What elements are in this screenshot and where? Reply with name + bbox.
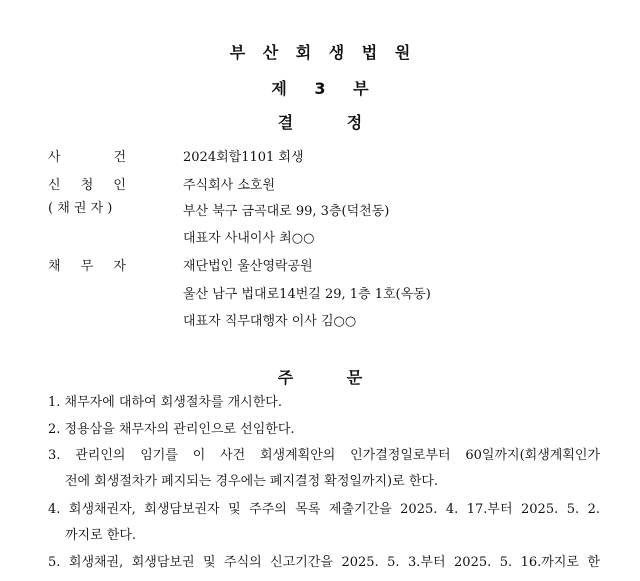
applicant-label: 신 청 인	[48, 178, 126, 193]
order-heading: 주 문	[277, 368, 363, 387]
applicant-address: 부산 북구 금곡대로 99, 3층(덕천동)	[183, 204, 390, 219]
order-item-3: 3. 관리인의 임기를 이 사건 회생계획안의 인가결정일로부터 60일까지(회생계획인가	[48, 448, 600, 463]
document-type: 결 정	[277, 113, 363, 132]
division-name: 제 3 부	[271, 79, 369, 98]
order-item-3-continued: 전에 회생절차가 폐지되는 경우에는 폐지결정 확정일까지)로 한다.	[65, 474, 439, 489]
court-name: 부 산 회 생 법 원	[229, 43, 411, 62]
debtor-representative: 대표자 직무대행자 이사 김○○	[183, 314, 357, 329]
order-item-4-continued: 까지로 한다.	[65, 528, 137, 543]
case-value: 2024회합1101 회생	[183, 150, 304, 165]
order-item-5: 5. 회생채권, 회생담보권 및 주식의 신고기간을 2025. 5. 3.부터 2025. 5. 16.까지로 한	[48, 555, 600, 570]
applicant-representative: 대표자 사내이사 최○○	[183, 231, 315, 246]
debtor-name: 재단법인 울산영락공원	[183, 259, 313, 274]
debtor-address: 울산 남구 법대로14번길 29, 1층 1호(옥동)	[183, 287, 431, 302]
applicant-name: 주식회사 소호원	[183, 178, 276, 193]
case-label: 사 건	[48, 150, 126, 165]
applicant-sublabel: ( 채 권 자 )	[48, 201, 113, 216]
order-item-2: 2. 정용삼을 채무자의 관리인으로 선임한다.	[48, 422, 295, 437]
order-item-4: 4. 회생채권자, 회생담보권자 및 주주의 목록 제출기간을 2025. 4. 17.부터 2025. 5. 2.	[48, 502, 600, 517]
debtor-label: 채 무 자	[48, 259, 126, 274]
order-item-1: 1. 채무자에 대하여 회생절차를 개시한다.	[48, 395, 282, 410]
